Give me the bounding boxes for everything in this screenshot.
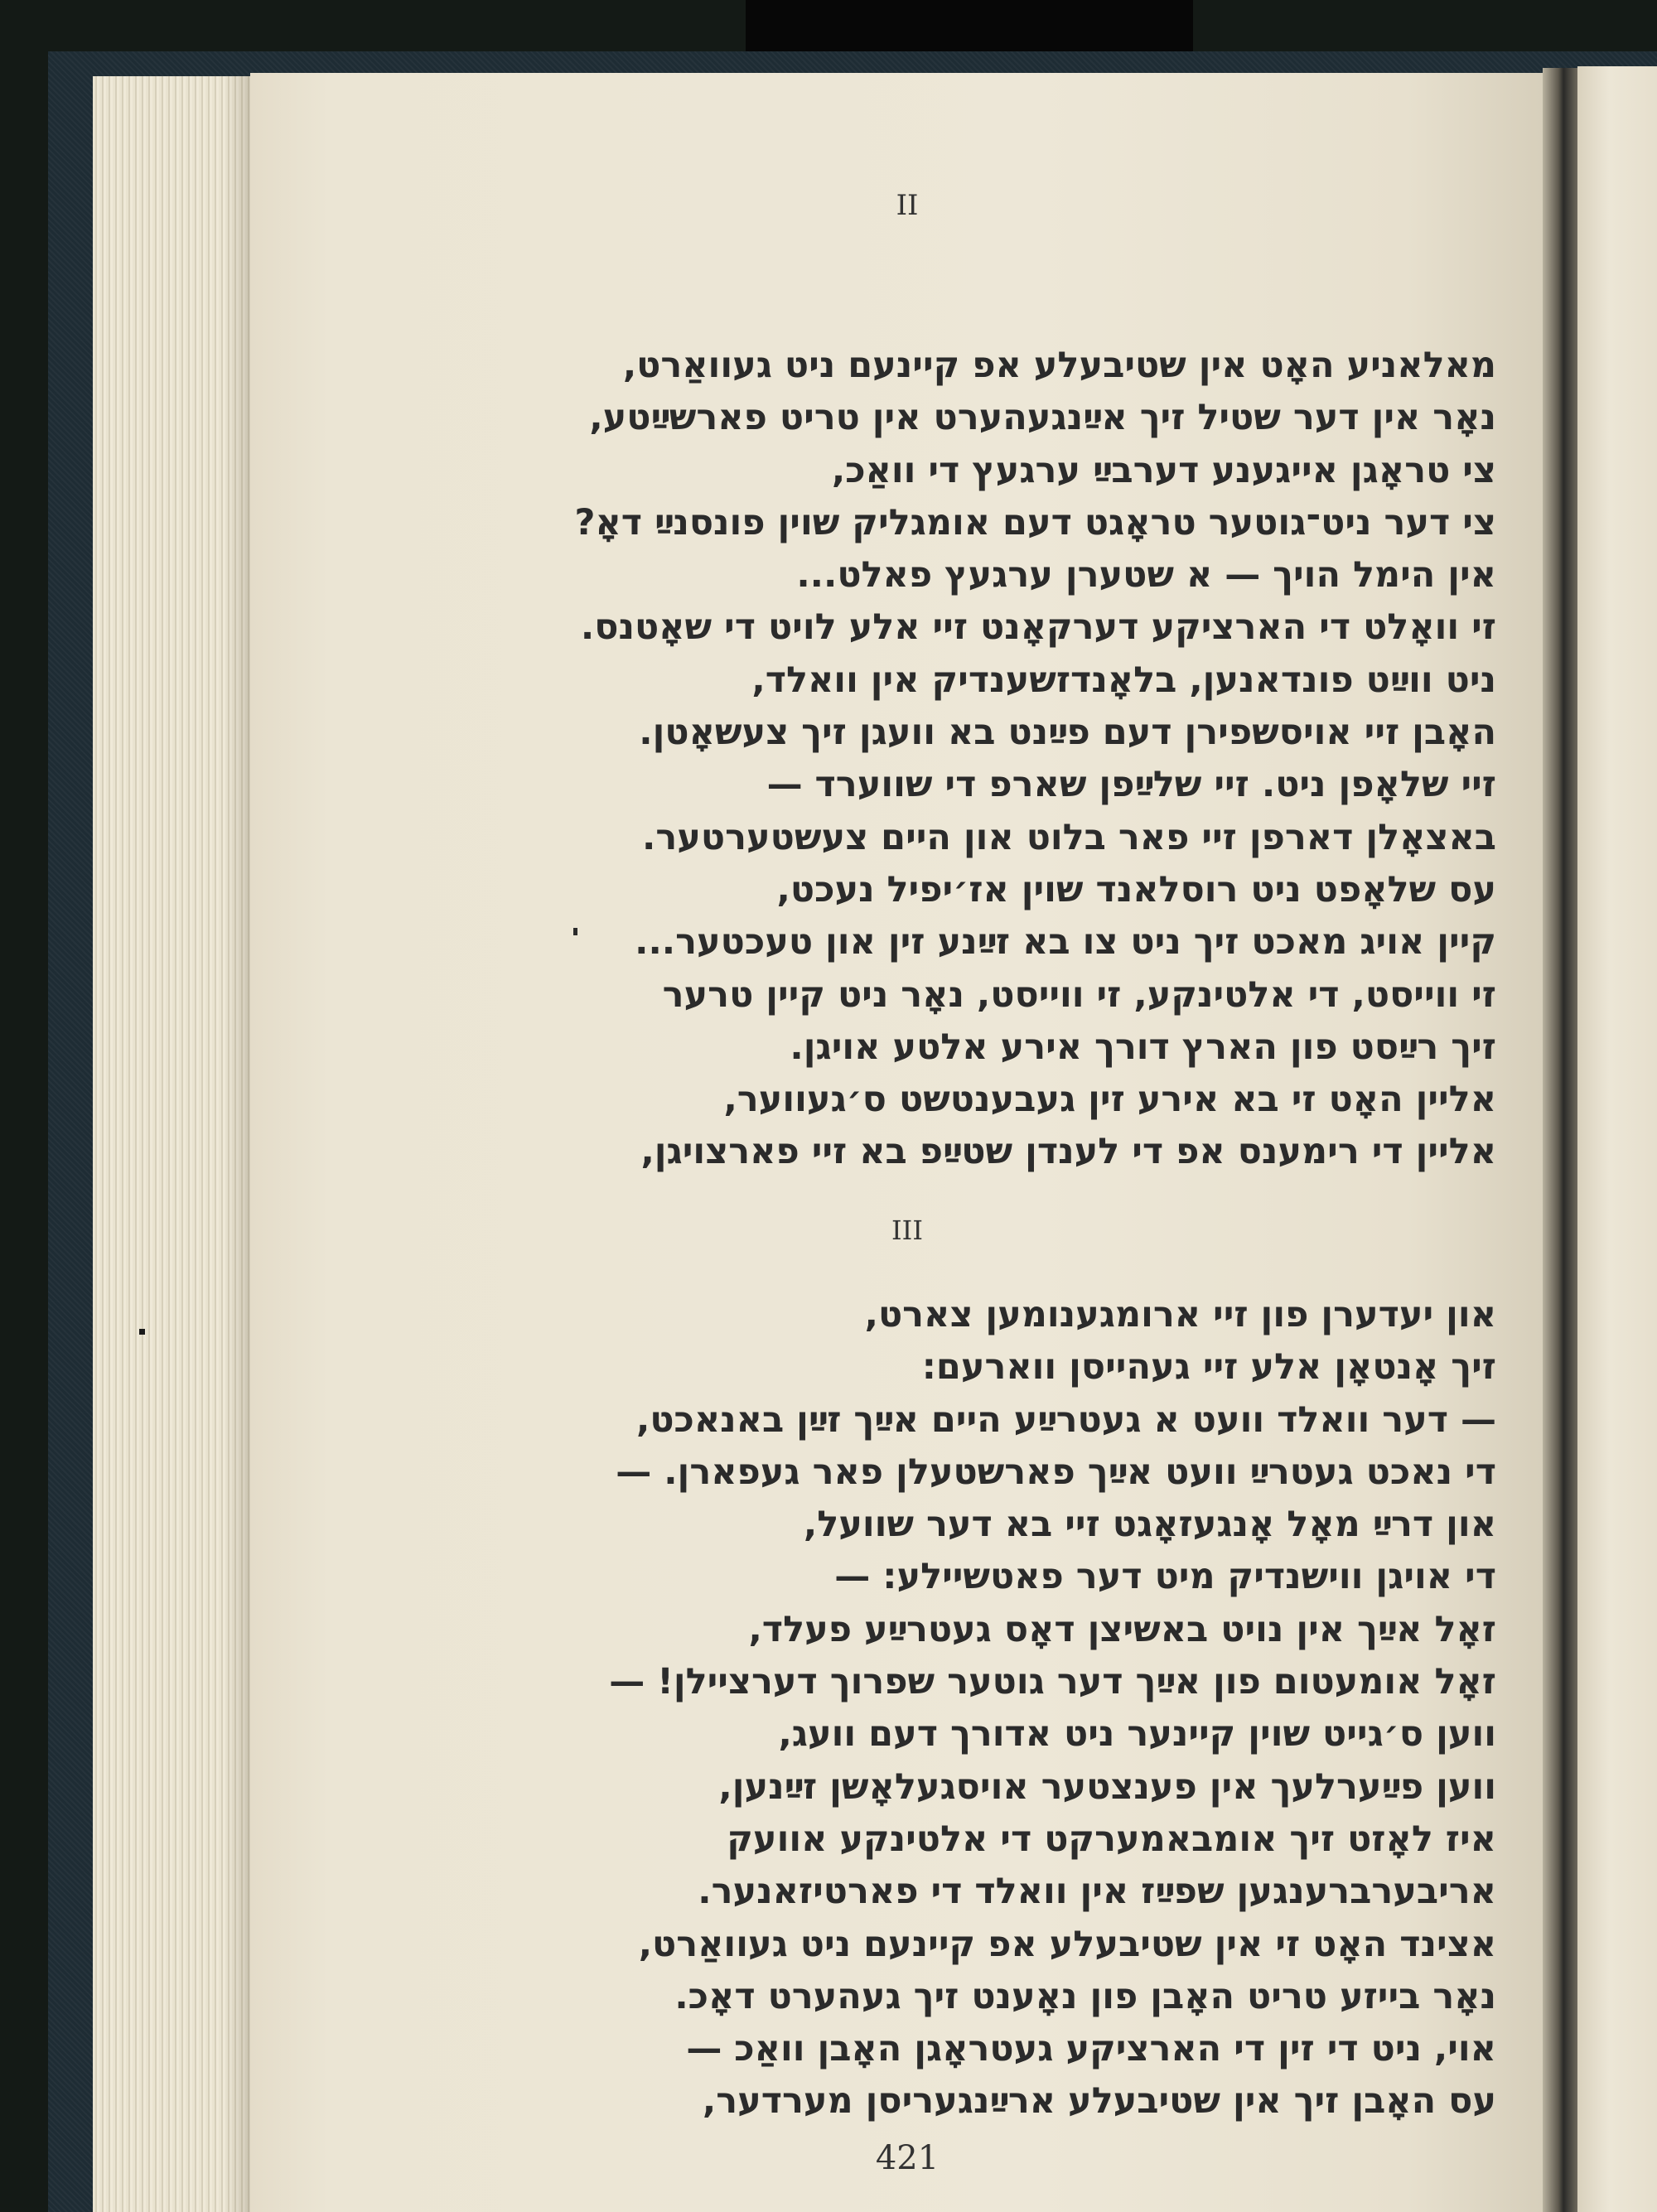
background-dark-block xyxy=(746,0,1193,51)
poem-line: צי דער ניט־גוטער טראָגט דעם אומגליק שוין פונסנײַ דאָ? xyxy=(574,501,1496,543)
poem-line: נאָר בייזע טריט האָבן פון נאָענט זיך געהערט דאָכ. xyxy=(674,1975,1496,2017)
poem-line: זי וואָלט די הארציקע דערקאָנט זיי אלע לויט די שאָטנס. xyxy=(580,606,1496,649)
poem-line: מאלאניע האָט אין שטיבעלע אפ קיינעם ניט געוואַרט, xyxy=(622,345,1496,386)
section-marker-top: II xyxy=(896,189,919,222)
poem-line: אריבערברענגען שפײַז אין וואלד די פארטיזאנער. xyxy=(698,1871,1496,1913)
section-heading: III xyxy=(891,1215,923,1246)
book-page xyxy=(250,73,1564,2212)
poem-line: האָבן זיי אויסשפירן דעם פײַנט בא וועגן זיך צעשאָטן. xyxy=(639,712,1496,754)
poem-line: זיי שלאָפן ניט. זיי שלײַפן שארפ די שווערד — xyxy=(766,764,1496,806)
poem-line: זיך אָנטאָן אלע זיי געהייסן ווארעם: xyxy=(921,1346,1496,1389)
stray-mark-left xyxy=(139,1329,145,1335)
poem-stanza-2 xyxy=(609,1289,1496,2128)
poem-line: קיין אויג מאכט זיך ניט צו בא זײַנע זין און טעכטער... xyxy=(635,921,1496,964)
poem-line: די אויגן ווישנדיק מיט דער פאטשיילע: — xyxy=(834,1556,1496,1598)
stray-ink-mark xyxy=(573,928,577,935)
poem-line: זיך רײַסט פון הארץ דורך אירע אלטע אויגן. xyxy=(790,1026,1496,1068)
poem-line: ניט ווײַט פונדאנען, בלאָנדזשענדיק אין וואלד, xyxy=(751,659,1496,701)
poem-line: אין הימל הויך — א שטערן ערגעץ פאלט... xyxy=(796,554,1496,596)
poem-line: עס שלאָפט ניט רוסלאנד שוין אז׳יפיל נעכט, xyxy=(776,868,1496,910)
poem-line: און דרײַ מאָל אָנגעזאָגט זיי בא דער שוועל, xyxy=(803,1504,1496,1546)
poem-line: זאָל אומעטום פון אײַך דער גוטער שפרוך דערציילן! — xyxy=(609,1661,1496,1703)
poem-line: און יעדערן פון זיי ארומגענומען צארט, xyxy=(864,1294,1496,1335)
poem-line: איז לאָזט זיך אומבאמערקט די אלטינקע אוועק xyxy=(727,1818,1496,1860)
poem-line: ווען פײַערלעך אין פענצטער אויסגעלאָשן זײַנען, xyxy=(718,1765,1496,1808)
page-number: 421 xyxy=(875,2139,940,2177)
poem-line: באצאָלן דארפן זיי פאר בלוט און היים צעשטערטער. xyxy=(642,816,1496,858)
poem-line: — דער וואלד וועט א געטרײַע היים אײַך זײַן באנאכט, xyxy=(635,1398,1496,1441)
poem-line: זי ווייסט, די אלטינקע, זי ווייסט, נאָר ניט קיין טרער xyxy=(662,973,1496,1016)
poem-line: נאָר אין דער שטיל זיך אײַנגעהערט אין טריט פארשײַטע, xyxy=(589,397,1496,439)
poem-line: אליין האָט זי בא אירע זין געבענטשט ס׳געווער, xyxy=(723,1079,1496,1121)
poem-line: ווען ס׳גייט שוין קיינער ניט אדורך דעם וועג, xyxy=(778,1713,1496,1756)
poem-line: צי טראָגן אייגענע דערבײַ ערגעץ די וואַכ, xyxy=(831,449,1496,491)
poem-line: עס האָבן זיך אין שטיבעלע ארײַנגעריסן מערדער, xyxy=(702,2080,1496,2123)
book-gutter xyxy=(1543,68,1577,2212)
poem-line: אליין די רימענס אפ די לענדן שטײַפ בא זיי פארצויגן, xyxy=(640,1131,1496,1173)
poem-line: אצינד האָט זי אין שטיבעלע אפ קיינעם ניט געוואַרט, xyxy=(638,1923,1496,1965)
poem-stanza-1 xyxy=(575,340,1496,1179)
poem-line: אוי, ניט די זין די הארציקע געטראָגן האָבן וואַכ — xyxy=(686,2028,1496,2070)
poem-line: די נאכט געטרײַ וועט אײַך פארשטעלן פאר געפארן. — xyxy=(616,1451,1496,1493)
facing-page-edge xyxy=(1577,66,1657,2212)
poem-line: זאָל אײַך אין נויט באשיצן דאָס געטרײַע פעלד, xyxy=(748,1608,1496,1650)
